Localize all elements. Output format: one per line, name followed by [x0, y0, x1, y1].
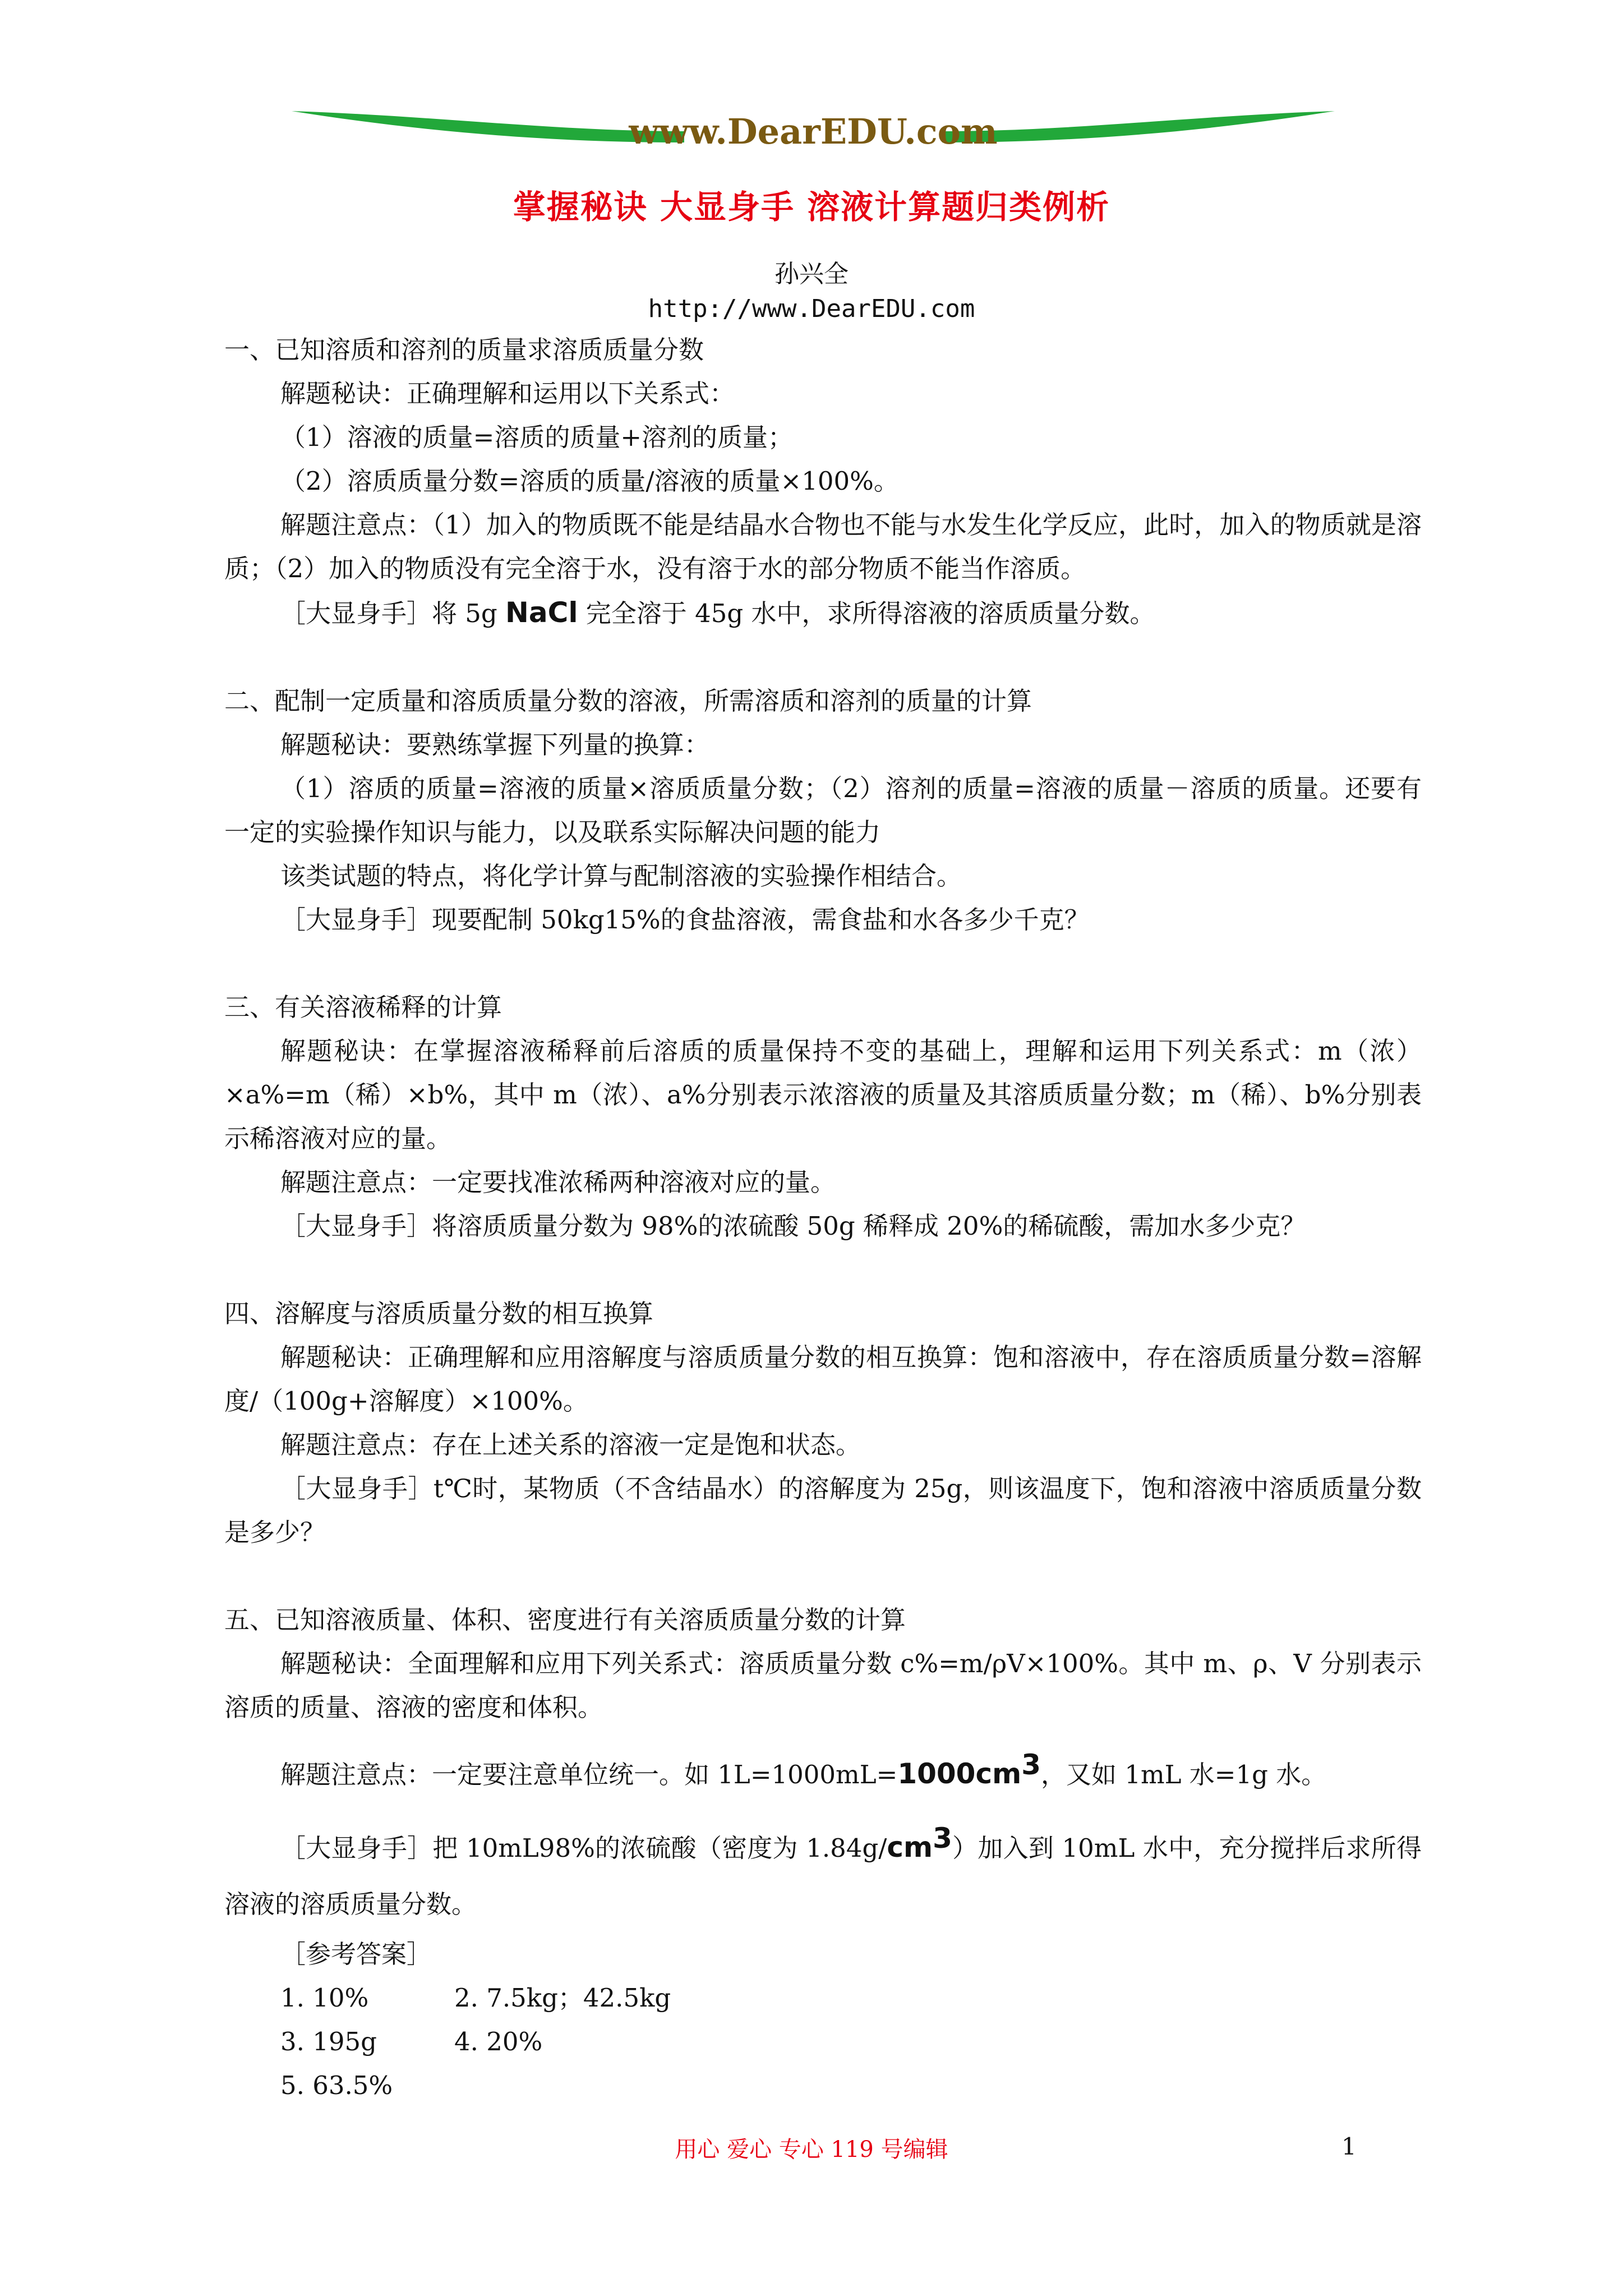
section-3-heading: 三、有关溶液稀释的计算 [224, 992, 502, 1022]
author-name: 孙兴全 [774, 260, 849, 288]
section-4-heading: 四、溶解度与溶质质量分数的相互换算 [224, 1299, 654, 1328]
answer-5: 5. 63.5% [280, 2070, 393, 2100]
section-2-body: （1）溶质的质量=溶液的质量×溶质质量分数；（2）溶剂的质量=溶液的质量－溶质的质量。还要有一定的实验操作知识与能力，以及联系实际解决问题的能力 [224, 774, 1422, 847]
section-1-formula-2: （2）溶质质量分数=溶质的质量/溶液的质量×100%。 [280, 466, 899, 496]
page-footer: 用心 爱心 专心 119 号编辑 [675, 2137, 948, 2162]
page-number: 1 [1341, 2133, 1357, 2160]
section-1-secret: 解题秘诀：正确理解和运用以下关系式： [280, 379, 735, 408]
section-5-secret: 解题秘诀：全面理解和应用下列关系式：溶质质量分数 c%=m/ρV×100%。其中 m、ρ、V 分别表示溶质的质量、溶液的密度和体积。 [224, 1649, 1422, 1722]
section-2-secret: 解题秘诀：要熟练掌握下列量的换算： [280, 730, 710, 760]
svg-text:www.DearEDU.com: www.DearEDU.com [629, 111, 998, 152]
section-4-notes: 解题注意点：存在上述关系的溶液一定是饱和状态。 [280, 1430, 861, 1460]
section-1-heading: 一、已知溶质和溶剂的质量求溶质质量分数 [224, 335, 704, 365]
answer-2: 2. 7.5kg；42.5kg [454, 1983, 671, 2013]
document-title: 掌握秘诀 大显身手 溶液计算题归类例析 [513, 188, 1110, 226]
answers-row-3 [224, 2064, 1422, 2108]
answer-1: 1. 10% [280, 1983, 369, 2013]
answers-row-1 [224, 1976, 1422, 2020]
answers-label: ［参考答案］ [280, 1939, 432, 1969]
source-url: http://www.DearEDU.com [648, 295, 975, 323]
document-body [224, 328, 1422, 2108]
section-4-exercise: ［大显身手］t℃时，某物质（不含结晶水）的溶解度为 25g，则该温度下，饱和溶液中溶质质量分数是多少？ [224, 1474, 1422, 1547]
section-5-heading: 五、已知溶液质量、体积、密度进行有关溶质质量分数的计算 [224, 1605, 906, 1635]
section-3-notes: 解题注意点：一定要找准浓稀两种溶液对应的量。 [280, 1167, 836, 1197]
section-1-notes: 解题注意点：（1）加入的物质既不能是结晶水合物也不能与水发生化学反应，此时，加入的物质就是溶质；（2）加入的物质没有完全溶于水，没有溶于水的部分物质不能当作溶质。 [224, 510, 1422, 583]
section-2-heading: 二、配制一定质量和溶质质量分数的溶液，所需溶质和溶剂的质量的计算 [224, 686, 1032, 716]
section-3-secret: 解题秘诀：在掌握溶液稀释前后溶质的质量保持不变的基础上，理解和运用下列关系式：m（浓）×a%=m（稀）×b%，其中 m（浓）、a%分别表示浓溶液的质量及其溶质质量分数；m（稀）、b%分别表示稀溶液对应的量。 [224, 1036, 1422, 1153]
section-1-formula-1: （1）溶液的质量=溶质的质量+溶剂的质量； [280, 422, 794, 452]
answers-row-2 [224, 2020, 1422, 2064]
section-5-notes: 解题注意点：一定要注意单位统一。如 $1L=1000mL=1000cm^3$，又如 1mL 水=1g 水。 [280, 1749, 1327, 1790]
site-banner-logo [292, 95, 1335, 157]
section-3-exercise: ［大显身手］将溶质质量分数为 98%的浓硫酸 50g 稀释成 20%的稀硫酸，需加水多少克？ [280, 1211, 1306, 1241]
section-4-secret: 解题秘诀：正确理解和应用溶解度与溶质质量分数的相互换算：饱和溶液中，存在溶质质量分数=溶解度/（100g+溶解度）×100%。 [224, 1342, 1422, 1416]
answer-4: 4. 20% [454, 2027, 543, 2056]
section-2-feature: 该类试题的特点，将化学计算与配制溶液的实验操作相结合。 [280, 861, 962, 891]
section-1-exercise: ［大显身手］将 5g NaCl 完全溶于 45g 水中，求所得溶液的溶质质量分数。 [280, 596, 1155, 629]
section-2-exercise: ［大显身手］现要配制 50kg15%的食盐溶液，需食盐和水各多少千克？ [280, 905, 1090, 935]
section-5-exercise: ［大显身手］把 10mL98%的浓硫酸（密度为 $1.84g/cm^3$）加入到 10mL 水中，充分搅拌后求所得溶液的溶质质量分数。 [224, 1822, 1422, 1919]
answer-3: 3. 195g [280, 2027, 377, 2056]
